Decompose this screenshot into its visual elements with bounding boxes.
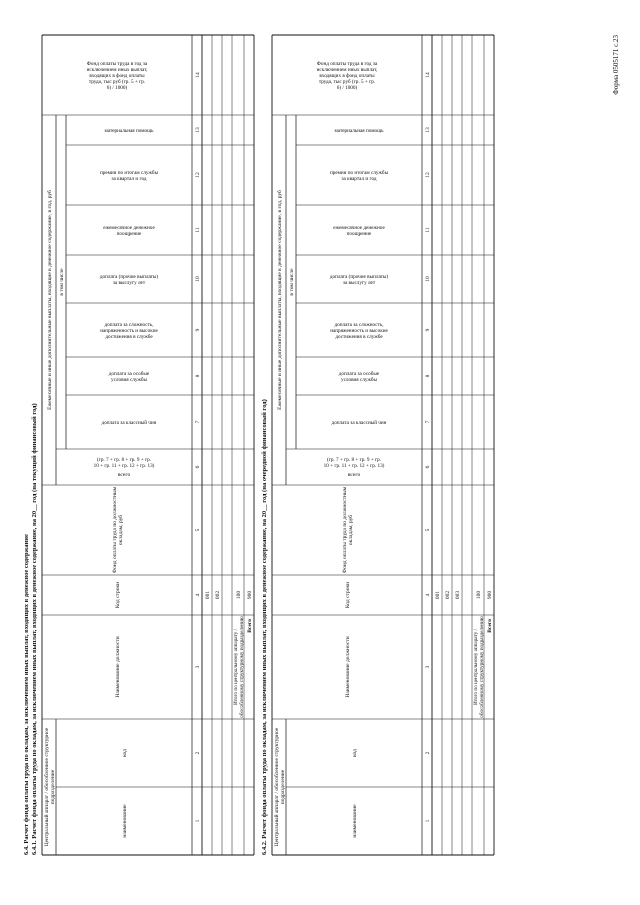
header-row-code: Код строки [344,581,351,609]
column-number: 3 [425,665,431,669]
column-number: 1 [425,819,431,823]
header-col-12: премии по итогам службы за квартал и год [329,169,389,182]
subtotal-code: 100 [476,590,482,600]
subtotal-code: 100 [236,590,242,600]
row-code: 001 [435,590,441,600]
header-position: Наименование должности [344,636,351,698]
column-number: 13 [425,127,431,133]
header-incl: в том числе [58,268,65,296]
header-fot-salary: Фонд оплаты труда по должностнымокладам, руб [341,486,355,574]
header-total: всего [117,471,131,478]
header-extra-group: Ежемесячные и иные дополнительные выплаты, входящие в денежное содержание, в год, руб [276,190,283,410]
row-code: 003 [455,590,461,600]
column-number: 3 [195,665,201,669]
column-number: 9 [425,328,431,332]
header-col-10: доплата (прочие выплаты) за выслугу лет [99,273,159,286]
column-number: 11 [425,227,431,233]
column-number: 8 [195,374,201,378]
header-fot-salary: Фонд оплаты труда по должностнымокладам, руб [111,486,125,574]
subtotal-label: Итого по центральному аппарату /обособленному структурному подразделению [472,616,485,718]
header-extra-group: Ежемесячные и иные дополнительные выплаты, входящие в денежное содержание, в год, руб [46,190,53,410]
column-number: 11 [195,227,201,233]
column-number: 12 [425,172,431,178]
column-number: 10 [425,276,431,282]
header-code: код [121,749,128,757]
header-col-13: материальная помощь [104,127,154,134]
header-name: наименование [121,804,128,838]
header-unit-group: Центральный аппарат / обособленное структурноеподразделение [43,727,57,847]
column-number: 4 [425,593,431,597]
grand-total-label: Всего [247,619,253,633]
header-code: код [351,749,358,757]
subtotal-label: Итого по центральному аппарату /обособленному структурному подразделению [232,616,245,718]
column-number: 5 [195,528,201,532]
header-unit-group: Центральный аппарат / обособленное структурноеподразделение [273,727,287,847]
header-col-9: доплата за сложность, напряженность и высокие достижения в службе [330,321,388,340]
header-col-10: доплата (прочие выплаты) за выслугу лет [329,273,389,286]
header-col-7: доплата за классный чин [331,419,387,426]
header-total-formula: (гр. 7 + гр. 8 + гр. 9 + гр. 10 + гр. 11 + гр. 12 + гр. 13) [93,456,155,469]
column-number: 8 [425,374,431,378]
column-number: 6 [425,465,431,469]
column-number: 9 [195,328,201,332]
column-number: 7 [195,420,201,424]
header-total-formula: (гр. 7 + гр. 8 + гр. 9 + гр. 10 + гр. 11 + гр. 12 + гр. 13) [323,456,385,469]
column-number: 10 [195,276,201,282]
column-number: 2 [195,751,201,755]
header-incl: в том числе [288,268,295,296]
column-number: 7 [425,420,431,424]
column-number: 14 [195,72,201,78]
row-code: 002 [215,590,221,600]
section-title: 6.4. Расчет фонда оплаты труда по окладам, за исключением иных выплат, входящих в денежное содержание [23,534,30,855]
sub2-title: 6.4.2. Расчет фонда оплаты труда по окладам, за исключением иных выплат, входящих в денежное содержание, на 20__ год (на очередной финансовый год) [261,399,268,855]
column-number: 4 [195,593,201,597]
header-col-8: доплата за особые условия службы [338,370,380,383]
column-number: 5 [425,528,431,532]
form-label: Форма 0505171 с.23 [612,35,620,95]
header-col-13: материальная помощь [334,127,384,134]
header-col-11: ежемесячное денежное поощрение [103,224,155,237]
header-col-7: доплата за классный чин [101,419,157,426]
row-code: 002 [445,590,451,600]
header-col-14: Фонд оплаты труда в год за исключением иных выплат, входящих в фонд оплаты труда, тыс руб (гр. 5 + гр. 6) / 1000) [316,60,378,91]
column-number: 6 [195,465,201,469]
header-col-14: Фонд оплаты труда в год за исключением иных выплат, входящих в фонд оплаты труда, тыс руб (гр. 5 + гр. 6) / 1000) [86,60,148,91]
grand-total-code: 900 [487,590,493,600]
grand-total-label: Всего [487,619,493,633]
header-col-11: ежемесячное денежное поощрение [333,224,385,237]
column-number: 14 [425,72,431,78]
header-position: Наименование должности [114,636,121,698]
column-number: 1 [195,819,201,823]
header-col-12: премии по итогам службы за квартал и год [99,169,159,182]
column-number: 12 [195,172,201,178]
sub1-title: 6.4.1. Расчет фонда оплаты труда по окладам, за исключением иных выплат, входящих в денежное содержание, на 20__ год (на текущий финансовый год) [31,403,38,855]
column-number: 13 [195,127,201,133]
header-col-8: доплата за особые условия службы [108,370,150,383]
header-name: наименование [351,804,358,838]
row-code: 001 [205,590,211,600]
header-total: всего [347,471,361,478]
column-number: 2 [425,751,431,755]
header-col-9: доплата за сложность, напряженность и высокие достижения в службе [100,321,158,340]
grand-total-code: 900 [247,590,253,600]
header-row-code: Код строки [114,581,121,609]
